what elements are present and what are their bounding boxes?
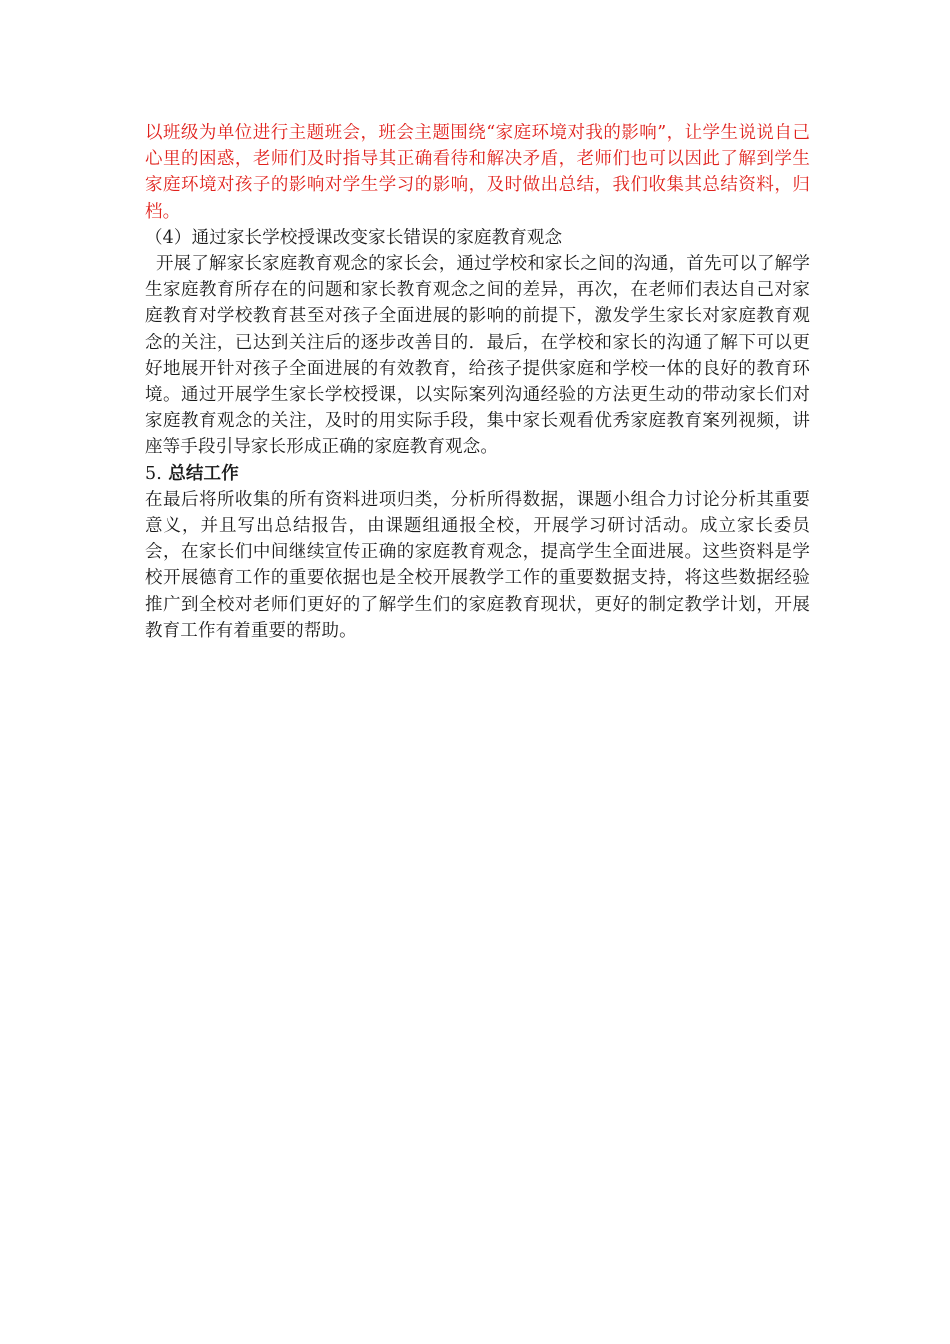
section-5-number: 5.	[145, 463, 162, 484]
section-5-heading	[145, 461, 810, 487]
document-body	[145, 120, 810, 644]
section-5-title: 总结工作	[168, 463, 239, 484]
red-activity-paragraph: 以班级为单位进行主题班会，班会主题围绕“家庭环境对我的影响”，让学生说说自己心里的困惑，老师们及时指导其正确看待和解决矛盾，老师们也可以因此了解到学生家庭环境对孩子的影响对学生学习的影响，及时做出总结，我们收集其总结资料，归档。	[145, 123, 810, 222]
summary-paragraph: 在最后将所收集的所有资料进项归类，分析所得数据，课题小组合力讨论分析其重要意义，并且写出总结报告，由课题组通报全校，开展学习研讨活动。成立家长委员会，在家长们中间继续宣传正确的家庭教育观念，提高学生全面进展。这些资料是学校开展德育工作的重要依据也是全校开展教学工作的重要数据支持，将这些数据经验推广到全校对老师们更好的了解学生们的家庭教育现状，更好的制定教学计划，开展教育工作有着重要的帮助。	[145, 489, 810, 641]
subheading-parent-school: （4）通过家长学校授课改变家长错误的家庭教育观念	[145, 227, 563, 248]
parent-meeting-paragraph: 开展了解家长家庭教育观念的家长会，通过学校和家长之间的沟通，首先可以了解学生家庭教育所存在的问题和家长教育观念之间的差异，再次，在老师们表达自己对家庭教育对学校教育甚至对孩子全面进展的影响的前提下，激发学生家长对家庭教育观念的关注，已达到关注后的逐步改善目的．最后，在学校和家长的沟通了解下可以更好地展开针对孩子全面进展的有效教育，给孩子提供家庭和学校一体的良好的教育环境。通过开展学生家长学校授课，以实际案列沟通经验的方法更生动的带动家长们对家庭教育观念的关注，及时的用实际手段，集中家长观看优秀家庭教育案列视频，讲座等手段引导家长形成正确的家庭教育观念。	[145, 254, 810, 458]
